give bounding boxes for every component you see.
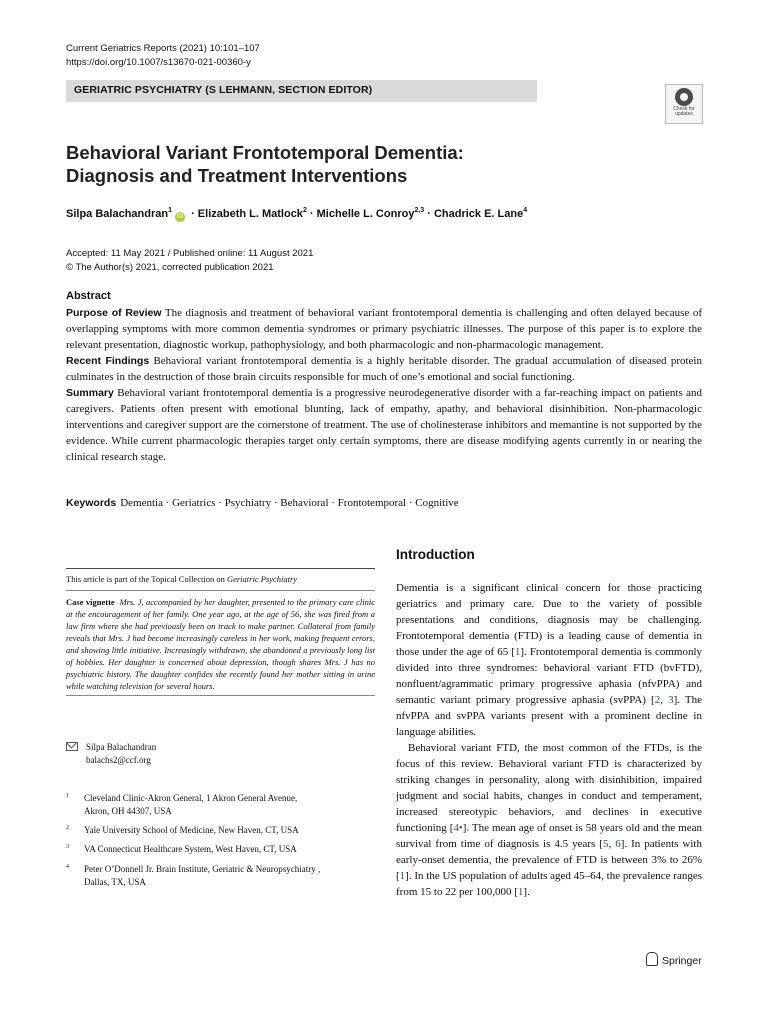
citation-link[interactable]: 2 — [654, 694, 661, 706]
findings-text: Behavioral variant frontotemporal dementia is a highly heritable disorder. The gradual accumulation of diseased protein culminates in the destruction of those brain circuits responsible for much of one’s emotional and social functioning. — [66, 355, 702, 383]
citation-link[interactable]: 6 — [615, 838, 621, 850]
findings-label: Recent Findings — [66, 355, 150, 367]
affiliation-line: Akron, OH 44307, USA — [84, 806, 172, 816]
introduction-heading: Introduction — [396, 547, 475, 562]
check-updates-label: Check for updates — [673, 106, 695, 117]
author-name[interactable]: Silpa Balachandran — [66, 208, 169, 220]
affiliation-line: Cleveland Clinic-Akron General, 1 Akron General Avenue, — [84, 793, 298, 803]
abstract-purpose — [66, 305, 702, 353]
citation-link[interactable]: 1 — [517, 886, 524, 898]
author-list — [66, 207, 706, 222]
affiliation-line: Yale University School of Medicine, New Haven, CT, USA — [84, 825, 299, 835]
article-title — [66, 141, 626, 187]
citation-link[interactable]: 1 — [514, 646, 521, 658]
author-separator: · — [427, 208, 431, 220]
vignette-text: Mrs. J, accompanied by her daughter, presented to the primary care clinic at the encouragement of her family. One year ago, at the age of 56, she was fired from a law firm where she had previously been on track to make partner. Collateral from family reveals that Mrs. J had become increasingly careless in her work, making frequent errors, and showing little initiative. Increasingly withdrawn, she abandoned a previously long list of hobbies. Her daughter is concerned about depression, though shares Mrs. J has no psychiatric history. The daughter confides she recently found her mother sitting in urine while watching television for several hours. — [66, 597, 375, 691]
title-line-1: Behavioral Variant Frontotemporal Dementia: — [66, 142, 464, 163]
author-affiliation-ref: 1 — [168, 207, 172, 214]
accepted-date: Accepted: 11 May 2021 / Published online: 11 August 2021 — [66, 248, 314, 259]
author-name[interactable]: Michelle L. Conroy — [316, 208, 415, 220]
abstract-findings — [66, 353, 702, 385]
springer-horse-icon — [646, 952, 658, 966]
affiliation-line: VA Connecticut Healthcare System, West Haven, CT, USA — [84, 844, 297, 854]
vignette-label: Case vignette — [66, 597, 115, 607]
column-divider — [66, 568, 375, 569]
author-separator: · — [309, 208, 314, 220]
doi-link[interactable]: https://doi.org/10.1007/s13670-021-00360-y — [66, 57, 251, 68]
topical-text: This article is part of the Topical Collection on — [66, 574, 225, 584]
keywords-text: Dementia · Geriatrics · Psychiatry · Behavioral · Frontotemporal · Cognitive — [120, 497, 459, 509]
purpose-text: The diagnosis and treatment of behavioral variant frontotemporal dementia is challenging and often delayed because of overlapping symptoms with more common dementia syndromes or primary psychiatric illnesses. The purpose of this paper is to explore the relevant presentation, diagnostic workup, pathophysiology, and both pharmacologic and non-pharmacologic management. — [66, 307, 702, 351]
affiliation-line: Dallas, TX, USA — [84, 877, 146, 887]
affiliation-line: Peter O’Donnell Jr. Brain Institute, Geriatric & Neuropsychiatry , — [84, 864, 321, 874]
affiliation-number: 1 — [66, 793, 69, 799]
author-name[interactable]: Chadrick E. Lane — [433, 208, 524, 220]
author-affiliation-ref: 2 — [302, 207, 307, 214]
journal-header — [66, 42, 260, 70]
citation-link[interactable]: 3 — [668, 694, 674, 706]
summary-text: Behavioral variant frontotemporal dementia is a progressive neurodegenerative disorder with a far-reaching impact on patients and caregivers. Patients often present with emotional blunting, lack of empathy, apathy, and behavioral disinhibition. Non-pharmacologic interventions and caregiver support are the cornerstone of treatment. The use of cholinesterase inhibitors and memantine is not supported by the evidence. While current pharmacologic therapies target only certain symptoms, there are disease modifying agents currently in or nearing the clinical research stage. — [66, 387, 702, 463]
summary-label: Summary — [66, 387, 114, 399]
check-for-updates-button[interactable] — [665, 84, 703, 124]
keywords — [66, 497, 702, 509]
publisher-logo — [646, 952, 702, 967]
envelope-icon — [66, 742, 78, 751]
intro-paragraph-2: Behavioral variant FTD, the most common of the FTDs, is the focus of this review. Behavioral variant FTD is characterized by striking changes in personality, along with disinhibition, impaired judgment and social habits, changes in conduct and temperament, increased stereotypic behaviors, and declines in executive functioning [4•]. The mean age of onset is 58 years old and the mean survival from time of diagnosis is 4.5 years [5, 6]. In patients with early-onset dementia, the prevalence of FTD is between 3% to 26% [1]. In the US population of adults aged 45–64, the prevalence ranges from 15 to 22 per 100,000 [1]. — [396, 742, 702, 898]
section-banner — [66, 80, 537, 102]
affiliation-number: 2 — [66, 825, 69, 831]
affiliation-number: 4 — [66, 864, 69, 870]
publisher-name: Springer — [662, 955, 702, 967]
case-vignette-box — [66, 590, 375, 696]
author-affiliation-ref: 4 — [523, 207, 528, 214]
purpose-label: Purpose of Review — [66, 307, 162, 319]
author-separator: · — [191, 208, 195, 220]
introduction-body — [396, 580, 702, 900]
orcid-icon[interactable]: iD — [177, 214, 183, 220]
corresponding-email[interactable]: balachs2@ccf.org — [86, 755, 151, 765]
citation-link[interactable]: 1 — [399, 870, 406, 882]
copyright-line: © The Author(s) 2021, corrected publication 2021 — [66, 262, 274, 273]
corresponding-author: Silpa Balachandran — [86, 742, 157, 752]
affiliation-number: 3 — [66, 844, 69, 850]
topical-collection-link[interactable]: Geriatric Psychiatry — [226, 574, 298, 584]
author-name[interactable]: Elizabeth L. Matlock — [197, 208, 303, 220]
title-line-2: Diagnosis and Treatment Interventions — [66, 165, 408, 186]
section-title: GERIATRIC PSYCHIATRY (S LEHMANN, SECTION EDITOR) — [74, 84, 373, 96]
author-affiliation-ref: 2,3 — [414, 207, 425, 214]
citation-link[interactable]: 4• — [453, 822, 463, 834]
abstract-summary — [66, 385, 702, 465]
abstract-heading: Abstract — [66, 290, 111, 302]
publication-dates — [66, 247, 313, 275]
citation-link[interactable]: 5 — [602, 838, 609, 850]
journal-citation: Current Geriatrics Reports (2021) 10:101–107 — [66, 43, 260, 54]
intro-paragraph-1: Dementia is a significant clinical concern for those practicing geriatrics and primary care. Due to the variety of possible presentations and conditions, diagnosis may be challenging. Frontotemporal dementia (FTD) is a leading cause of dementia in those under the age of 65 [1]. Frontotemporal dementia is commonly divided into three syndromes: behavioral variant FTD (bvFTD), nonfluent/agrammatic primary progressive aphasia (nfvPPA) and semantic variant primary progressive aphasia (svPPA) [2, 3]. The nfvPPA and svPPA variants present with a prominent decline in language abilities. — [396, 582, 702, 738]
abstract-body — [66, 305, 702, 465]
topical-collection-note — [66, 574, 375, 584]
keywords-label: Keywords — [66, 497, 117, 509]
check-updates-icon — [675, 88, 693, 106]
